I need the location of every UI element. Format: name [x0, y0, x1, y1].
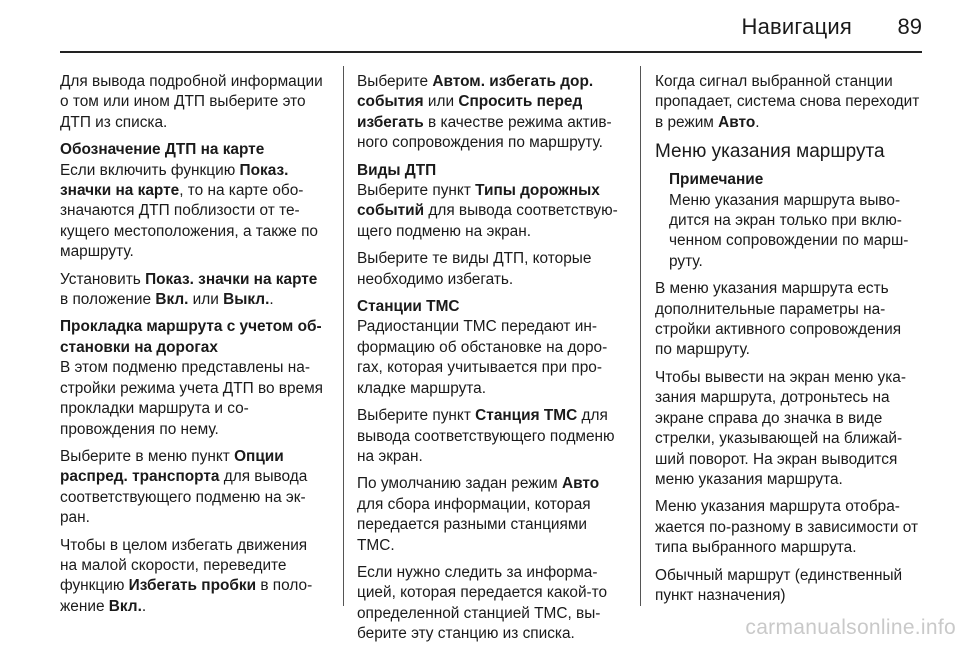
paragraph: Меню указания маршрута отображается по-разному в зависимости от типа выбранного маршрута. — [655, 498, 919, 557]
paragraph: По умолчанию задан режим Авто для сбора информации, которая передается разными станциями ТМС. — [357, 475, 600, 554]
paragraph: Если нужно следить за информацией, которая передается какой-то определенной станцией ТМС, выберите эту станцию из списка. — [357, 563, 608, 643]
note-heading: Примечание — [669, 171, 764, 189]
paragraph: Установить Показ. значки на карте в положение Вкл. или Выкл.. — [60, 270, 318, 309]
paragraph: Чтобы в целом избегать движения на малой скорости, переведите функцию Избегать пробки в положение Вкл.. — [60, 536, 313, 615]
paragraph: Чтобы вывести на экран меню указания маршрута, дотроньтесь на экране справа до значка в виде стрелки, указывающей на ближайший поворот. На экран выводится меню указания маршрута. — [655, 368, 907, 488]
paragraph: Выберите Автом. избегать дор. события или Спросить перед избегать в качестве режима активного сопровождения по маршруту. — [357, 73, 612, 152]
section-heading-large: Меню указания маршрута — [655, 141, 885, 163]
menu-option: Спросить перед избегать — [357, 93, 583, 131]
section-heading: Прокладка маршрута с учетом обстановки на дорогах — [60, 318, 322, 356]
note-block — [655, 170, 922, 272]
section-route-planning: Прокладка маршрута с учетом обстановки на дорогах В этом подменю представлены настройки режима учета ДТП во время прокладки маршрута и сопровождения по нему. — [60, 318, 324, 438]
section-heading: Обозначение ДТП на карте — [60, 141, 265, 159]
column-3 — [655, 72, 922, 613]
paragraph: В меню указания маршрута есть дополнительные параметры настройки активного сопровождения по маршруту. — [655, 280, 902, 359]
menu-option: Станция TMC — [475, 407, 578, 425]
column-2 — [357, 72, 624, 652]
menu-option: Избегать пробки — [128, 577, 257, 595]
menu-option: Вкл. — [108, 597, 142, 615]
section-heading: Виды ДТП — [357, 161, 437, 179]
page-header — [0, 0, 960, 50]
note-text: Меню указания маршрута выводится на экран только при включенном сопровождении по маршруту. — [669, 191, 909, 270]
paragraph: Выберите в меню пункт Опции распред. транспорта для вывода соответствующего подменю на экран. — [60, 447, 308, 527]
section-heading: Станции ТМС — [357, 298, 460, 316]
menu-option: Авто — [718, 113, 756, 131]
menu-option: Выкл. — [223, 291, 270, 309]
section-tmc-stations: Станции ТМС Радиостанции ТМС передают информацию об обстановке на дорогах, которая учитывается при прокладке маршрута. — [357, 298, 608, 397]
header-rule — [60, 51, 922, 53]
section-traffic-icons: Обозначение ДТП на карте Если включить функцию Показ. значки на карте, то на карте обозначаются ДТП поблизости от текущего местоположения, а также по маршруту. — [60, 141, 318, 261]
menu-option: Показ. значки на карте — [145, 270, 318, 288]
watermark: carmanualsonline.info — [745, 616, 956, 639]
paragraph: Обычный маршрут (единственный пункт назначения) — [655, 566, 903, 604]
paragraph: Для вывода подробной информации о том или ином ДТП выберите это ДТП из списка. — [60, 73, 323, 131]
menu-option: Показ. значки на карте — [60, 161, 289, 200]
column-divider-2 — [640, 66, 641, 606]
menu-option: Авто — [562, 475, 600, 493]
paragraph: Выберите те виды ДТП, которые необходимо избегать. — [357, 250, 592, 288]
menu-option: Автом. избегать дор. события — [357, 73, 594, 111]
page-number: 89 — [897, 14, 922, 39]
section-traffic-types: Виды ДТП Выберите пункт Типы дорожных событий для вывода соответствующего подменю на экран. — [357, 161, 618, 240]
column-1 — [60, 72, 327, 624]
menu-option: Вкл. — [155, 291, 189, 309]
paragraph: Выберите пункт Станция TMC для вывода соответствующего подменю на экран. — [357, 407, 615, 465]
column-divider-1 — [343, 66, 344, 606]
menu-option: Опции распред. транспорта — [60, 447, 284, 486]
paragraph: Когда сигнал выбранной станции пропадает, система снова переходит в режим Авто. — [655, 73, 920, 131]
menu-option: Типы дорожных событий — [357, 182, 600, 220]
section-title: Навигация — [741, 14, 852, 39]
